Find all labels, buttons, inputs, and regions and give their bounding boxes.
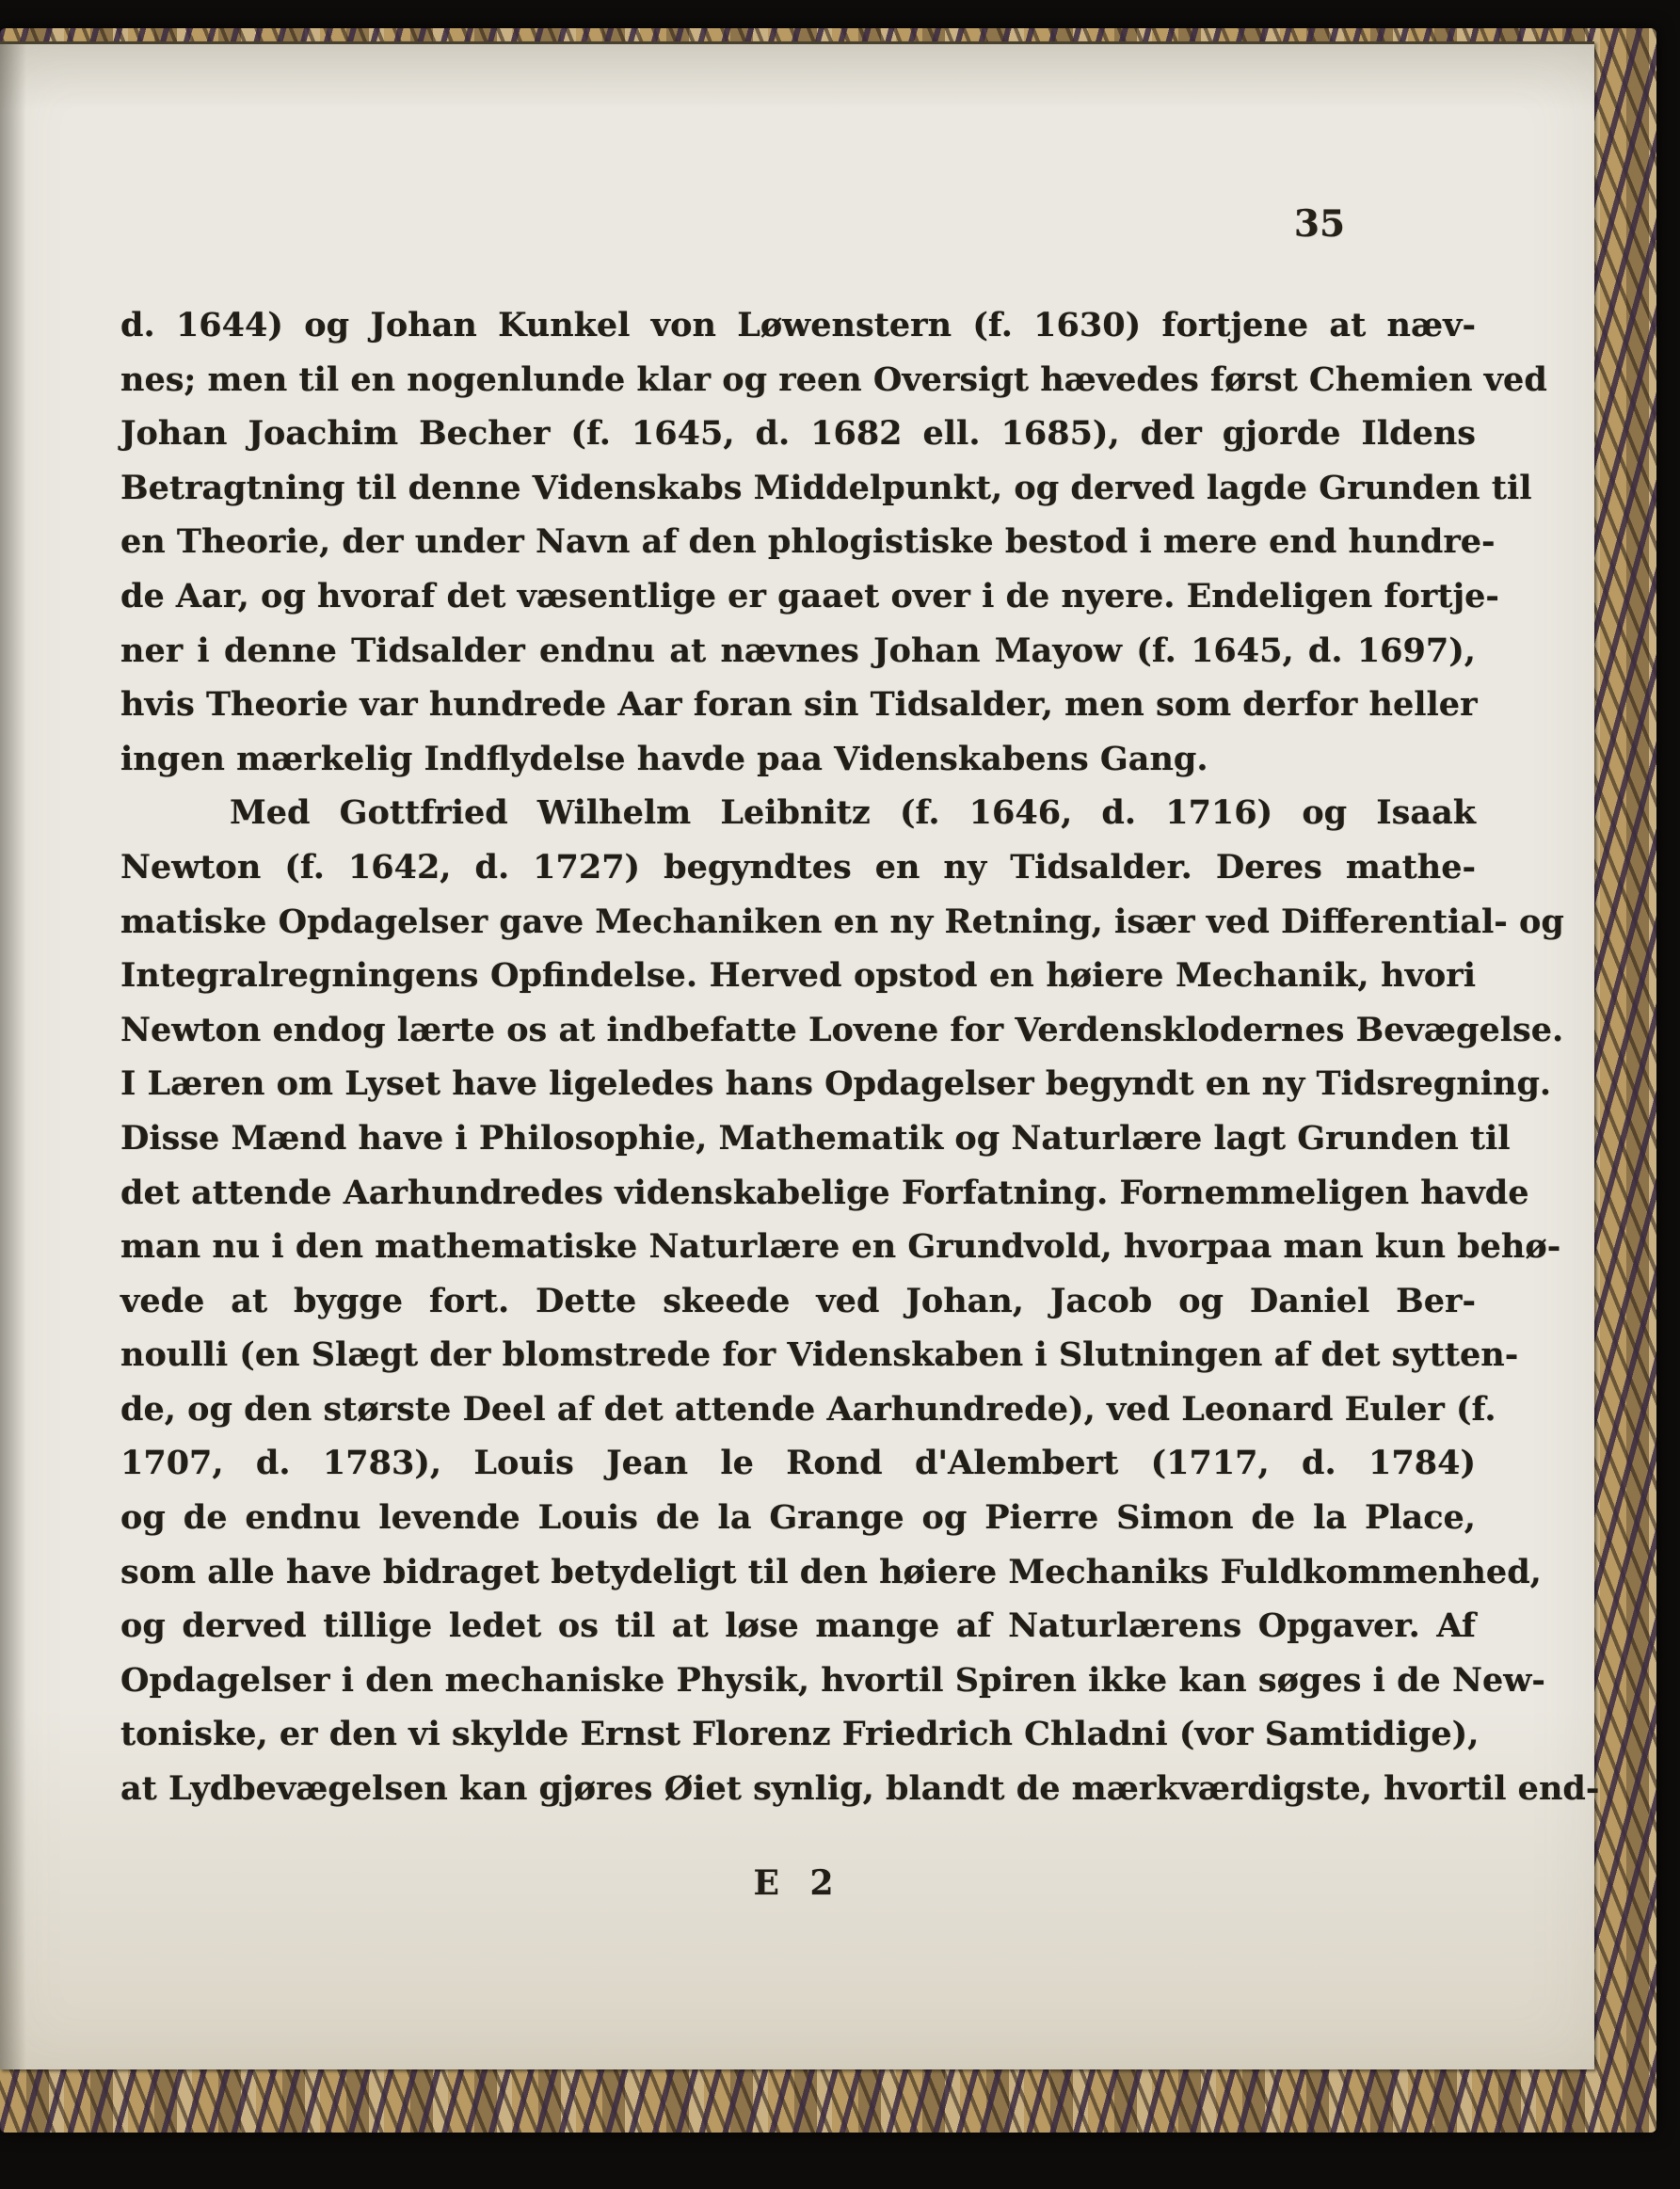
text-line: Integralregningens Opfindelse. Herved opstod en høiere Mechanik, hvori [120,956,1476,996]
text-line: hvis Theorie var hundrede Aar foran sin Tidsalder, men som derfor heller [120,685,1478,725]
text-line: noulli (en Slægt der blomstrede for Videnskaben i Slutningen af det sytten- [120,1335,1519,1375]
text-line: Med Gottfried Wilhelm Leibnitz (f. 1646, d. 1716) og Isaak [230,793,1476,833]
text-line: og de endnu levende Louis de la Grange og Pierre Simon de la Place, [120,1498,1476,1538]
text-line: toniske, er den vi skylde Ernst Florenz Friedrich Chladni (vor Samtidige), [120,1715,1480,1754]
text-line: nes; men til en nogenlunde klar og reen Oversigt hævedes først Chemien ved [120,360,1547,399]
text-line: 1707, d. 1783), Louis Jean le Rond d'Alembert (1717, d. 1784) [120,1444,1476,1483]
text-line: matiske Opdagelser gave Mechaniken en ny Retning, især ved Differential- og [120,902,1564,941]
body-text [120,298,1600,1903]
text-line: de Aar, og hvoraf det væsentlige er gaaet over i de nyere. Endeligen fortje- [120,576,1499,615]
text-line: at Lydbevægelsen kan gjøres Øiet synlig, blandt de mærkværdigste, hvortil end- [120,1769,1600,1809]
text-line: Opdagelser i den mechaniske Physik, hvortil Spiren ikke kan søges i de New- [120,1660,1545,1700]
text-line: Newton endog lærte os at indbefatte Lovene for Verdensklodernes Bevægelse. [120,1010,1564,1049]
text-line: det attende Aarhundredes videnskabelige Forfatning. Fornemmeligen havde [120,1173,1529,1212]
text-line: ner i denne Tidsalder endnu at nævnes Johan Mayow (f. 1645, d. 1697), [120,631,1476,670]
text-line: og derved tillige ledet os til at løse mange af Naturlærens Opgaver. Af [120,1606,1476,1646]
text-line: d. 1644) og Johan Kunkel von Løwenstern (f. 1630) fortjene at næv- [120,306,1476,344]
text-line: Johan Joachim Becher (f. 1645, d. 1682 ell. 1685), der gjorde Ildens [120,414,1476,454]
signature-mark: E 2 [753,1862,843,1903]
text-line: som alle have bidraget betydeligt til den høiere Mechaniks Fuldkommenhed, [120,1552,1542,1591]
text-line: vede at bygge fort. Dette skeede ved Johan, Jacob og Daniel Ber- [120,1281,1476,1320]
page-number: 35 [1293,202,1346,246]
text-line: ingen mærkelig Indflydelse havde paa Videnskabens Gang. [120,739,1208,778]
text-line: I Læren om Lyset have ligeledes hans Opdagelser begyndt en ny Tidsregning. [120,1064,1552,1104]
text-line: de, og den største Deel af det attende Aarhundrede), ved Leonard Euler (f. [120,1389,1496,1429]
scanned-page [0,41,1600,2069]
text-line: man nu i den mathematiske Naturlære en Grundvold, hvorpaa man kun behø- [120,1227,1561,1267]
text-line: en Theorie, der under Navn af den phlogistiske bestod i mere end hundre- [120,522,1496,562]
text-line: Disse Mænd have i Philosophie, Mathematik og Naturlære lagt Grunden til [120,1118,1511,1158]
text-line: Betragtning til denne Videnskabs Middelpunkt, og derved lagde Grunden til [120,468,1532,507]
text-line: Newton (f. 1642, d. 1727) begyndtes en ny Tidsalder. Deres mathe- [120,847,1476,887]
